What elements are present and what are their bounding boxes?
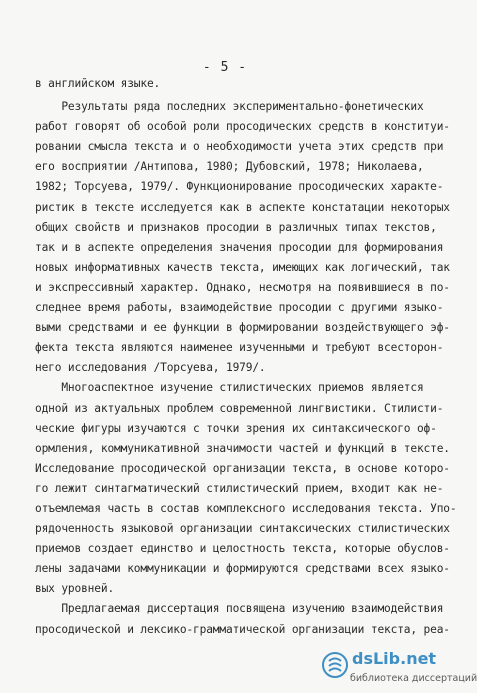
text-line: приемов создает единство и целостность текста, которые обуслов- [35, 542, 450, 556]
text-line: одной из актуальных проблем современной лингвистики. Стилисти- [35, 401, 444, 415]
text-line: рядоченность языковой организации синтаксических стилистических [35, 522, 450, 536]
text-line: выми средствами и ее функции в формировании воздействующего эф- [35, 321, 450, 335]
text-line: новых информативных качеств текста, имеющих как логический, так [35, 260, 450, 274]
text-line: 1982; Торсуева, 1979/. Функционирование просодических характе- [35, 180, 444, 194]
text-line: его восприятии /Антипова, 1980; Дубовский, 1978; Николаева, [35, 160, 424, 174]
text-line: просодической и лексико-грамматической организации текста, реа- [35, 622, 450, 636]
dslib-logo-icon [322, 652, 348, 678]
text-line: так и в аспекте определения значения просодии для формирования [35, 240, 444, 254]
text-line: общих свойств и признаков просодии в различных типах текстов, [35, 220, 437, 234]
text-line: Предлагаемая диссертация посвящена изучению взаимодействия [35, 602, 444, 616]
text-line: го лежит синтагматический стилистический прием, входит как не- [35, 481, 444, 495]
text-line: вых уровней. [35, 582, 115, 596]
watermark-brand: dsLib.net [352, 649, 437, 668]
text-line: лены задачами коммуникации и формируются средствами всех языко- [35, 562, 450, 576]
text-line: отъемлемая часть в состав комплексного исследования текста. Упо- [35, 501, 457, 515]
text-line: ческие фигуры изучаются с точки зрения их синтаксического оф- [35, 421, 437, 435]
text-line: следнее время работы, взаимодействие просодии с другими языко- [35, 301, 444, 315]
text-line: Результаты ряда последних экспериментально-фонетических [35, 100, 424, 114]
dslib-watermark[interactable] [322, 649, 477, 689]
text-line: работ говорят об особой роли просодических средств в конституи- [35, 120, 450, 134]
text-line: Многоаспектное изучение стилистических приемов является [35, 381, 424, 395]
dissertation-text [35, 74, 457, 640]
text-line: фекта текста являются наименее изученными и требуют всесторон- [35, 341, 444, 355]
text-line: в английском языке. [35, 77, 161, 90]
text-line: ровании смысла текста и о необходимости учета этих средств при [35, 140, 444, 154]
text-line: ормления, коммуникативной значимости частей и функций в тексте. [35, 441, 450, 455]
text-line: ристик в тексте исследуется как в аспекте констатации некоторых [35, 200, 450, 214]
text-line: и экспрессивный характер. Однако, несмотря на появившиеся в по- [35, 280, 450, 294]
text-line: него исследования /Торсуева, 1979/. [35, 361, 266, 375]
watermark-caption: библиотека диссертаций [350, 673, 477, 684]
text-line: Исследование просодической организации текста, в основе которо- [35, 461, 450, 475]
page-number: - 5 - [202, 60, 248, 75]
